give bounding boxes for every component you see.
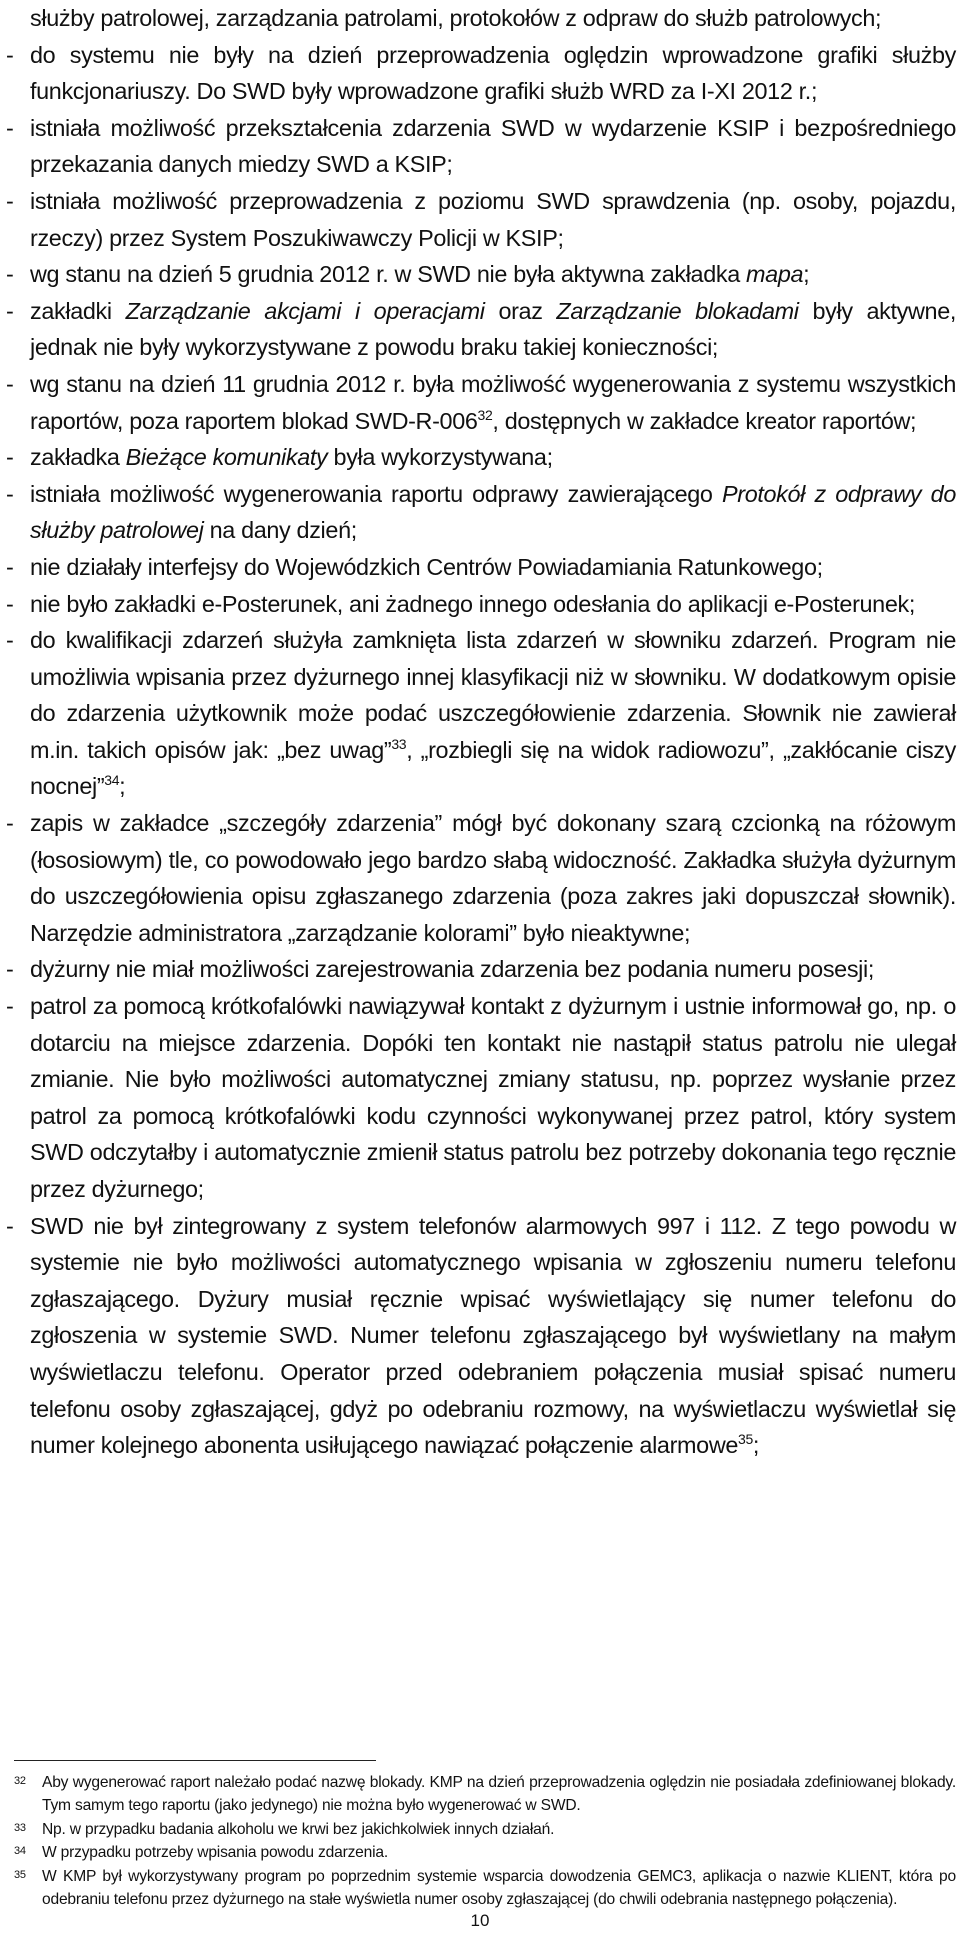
list-dash: -: [6, 553, 14, 580]
list-dash: -: [6, 41, 14, 68]
text-run: wg stanu na dzień 5 grudnia 2012 r. w SWD nie była aktywna zakładka: [30, 261, 747, 288]
list-item: [6, 476, 956, 549]
list-dash: -: [6, 1212, 14, 1239]
text-run: wg stanu na dzień 11 grudnia 2012 r. była możliwość wygenerowania z systemu wszystkich raportów, poza raportem blokad SWD-R-006: [30, 370, 956, 434]
list-item: [6, 366, 956, 439]
footnote-separator: [14, 1760, 376, 1761]
text-run: istniała możliwość wygenerowania raportu odprawy zawierającego: [30, 480, 723, 507]
text-run: na dany dzień;: [203, 517, 357, 544]
list-item: [6, 110, 956, 183]
footnote-number: 34: [14, 1845, 26, 1858]
list-item-text: nie było zakładki e-Posterunek, ani żadnego innego odesłania do aplikacji e-Posterunek;: [30, 590, 915, 617]
list-dash: -: [6, 993, 14, 1020]
footnote: [14, 1865, 956, 1912]
list-item-text: nie działały interfejsy do Wojewódzkich Centrów Powiadamiania Ratunkowego;: [30, 553, 823, 580]
text-run: ;: [803, 261, 810, 288]
list-item-text: istniała możliwość przeprowadzenia z poziomu SWD sprawdzenia (np. osoby, pojazdu, rzeczy) przez System Poszukiwawczy Policji w KSIP;: [30, 187, 956, 251]
footnote-text: Aby wygenerować raport należało podać nazwę blokady. KMP na dzień przeprowadzenia oględzin nie posiadała zdefiniowanej blokady. Tym samym tego raportu (jako jedynego) nie można było wygenerować w SWD.: [42, 1774, 956, 1815]
footnote-number: 33: [14, 1821, 26, 1834]
footnotes: [14, 1771, 956, 1911]
italic-term: mapa: [746, 261, 804, 288]
list-item: [6, 439, 956, 476]
list-item-text: dyżurny nie miał możliwości zarejestrowania zdarzenia bez podania numeru posesji;: [30, 956, 875, 983]
footnote-text: W przypadku potrzeby wpisania powodu zdarzenia.: [42, 1844, 388, 1862]
footnote-ref[interactable]: 33: [391, 735, 407, 752]
list-item-text: [30, 622, 956, 805]
italic-term: Bieżące komunikaty: [125, 444, 328, 471]
text-run: oraz: [484, 297, 557, 324]
list-dash: -: [6, 114, 14, 141]
text-run: zakładka: [30, 444, 126, 471]
italic-term: Zarządzanie blokadami: [556, 297, 799, 324]
footnote: [14, 1818, 956, 1841]
list-dash: -: [6, 810, 14, 837]
list-dash: -: [6, 370, 14, 397]
text-run: była wykorzystywana;: [327, 444, 553, 471]
list-item: [6, 586, 956, 623]
footnote: [14, 1841, 956, 1864]
body-text: [6, 0, 956, 1464]
list-item-text: [30, 366, 956, 439]
list-item-text: patrol za pomocą krótkofalówki nawiązywał kontakt z dyżurnym i ustnie informował go, np. o dotarciu na miejsce zdarzenia. Dopóki ten kontakt nie nastąpił status patrolu nie ulegał zmianie. Nie było możliwości automatycznej zmiany statusu, np. poprzez wysłanie przez patrol za pomocą krótkofalówki kodu czynności wykonywanej przez patrol, który system SWD odczytałby i automatycznie zmienił status patrolu bez potrzeby dokonania tego ręcznie przez dyżurnego;: [30, 993, 956, 1202]
list-dash: -: [6, 590, 14, 617]
text-run: były aktywne, jednak nie były wykorzystywane z powodu braku takiej konieczności;: [30, 297, 957, 361]
text-line: służby patrolowej, zarządzania patrolami, protokołów z odpraw do służb patrolowych;: [30, 5, 882, 31]
list-item-continuation: [6, 0, 956, 37]
text-run: ;: [119, 773, 126, 800]
footnote-ref[interactable]: 35: [738, 1431, 753, 1448]
list-item-text: [30, 476, 956, 549]
list-item-text: [30, 256, 956, 293]
text-run: zakładki: [30, 297, 126, 324]
list-item: [6, 37, 956, 110]
list-item: [6, 256, 956, 293]
text-run: ;: [752, 1432, 760, 1459]
text-run: do kwalifikacji zdarzeń służyła zamknięta lista zdarzeń w słowniku zdarzeń. Program nie umożliwia wpisania przez dyżurnego innej klasyfikacji niż w słowniku. W dodatkowym opisie do zdarzenia użytkownik może podać uszczegółowienie zdarzenia. Słownik nie zawierał m.in. takich opisów jak: „bez uwag”: [30, 627, 956, 763]
list-item-text: do systemu nie były na dzień przeprowadzenia oględzin wprowadzone grafiki służby funkcjonariuszy. Do SWD były wprowadzone grafiki służb WRD za I-XI 2012 r.;: [30, 41, 956, 105]
footnote-ref[interactable]: 34: [104, 772, 120, 789]
italic-term: Protokół z odprawy do służby patrolowej: [30, 480, 956, 544]
list-dash: -: [6, 956, 14, 983]
footnote-number: 35: [14, 1868, 26, 1881]
list-dash: -: [6, 444, 14, 471]
footnote-text: Np. w przypadku badania alkoholu we krwi bez jakichkolwiek innych działań.: [42, 1820, 555, 1838]
list-item-text: zapis w zakładce „szczegóły zdarzenia” mógł być dokonany szarą czcionką na różowym (łososiowym) tle, co powodowało jego bardzo słabą widoczność. Zakładka służyła dyżurnym do uszczegółowienia opisu zgłaszanego zdarzenia (poza zakres jaki dopuszczał słownik). Narzędzie administratora „zarządzanie kolorami” było nieaktywne;: [30, 810, 956, 946]
footnote: [14, 1771, 956, 1818]
footnote-number: 32: [14, 1775, 26, 1787]
text-run: SWD nie był zintegrowany z system telefonów alarmowych 997 i 112. Z tego powodu w systemie nie było możliwości automatycznego wpisania w zgłoszeniu numeru telefonu zgłaszającego. Dyżury musiał ręcznie wpisać wyświetlający się numer telefonu do zgłoszenia w systemie SWD. Numer telefonu zgłaszającego był wyświetlany na małym wyświetlaczu telefonu. Operator przed odebraniem połączenia musiał spisać numeru telefonu osoby zgłaszającej, gdyż po odebraniu rozmowy, na wyświetlaczu wyświetlał się numer kolejnego abonenta usiłującego nawiązać połączenie alarmowe: [30, 1212, 956, 1459]
list-item: [6, 951, 956, 988]
list-item-text: istniała możliwość przekształcenia zdarzenia SWD w wydarzenie KSIP i bezpośredniego przekazania danych miedzy SWD a KSIP;: [30, 114, 956, 178]
list-item: [6, 293, 956, 366]
list-dash: -: [6, 187, 14, 214]
list-dash: -: [6, 627, 14, 654]
list-item: [6, 549, 956, 586]
footnote-ref[interactable]: 32: [477, 406, 493, 423]
list-item: [6, 988, 956, 1208]
list-item-text: [30, 439, 956, 476]
list-dash: -: [6, 480, 14, 507]
list-item-text: [30, 293, 956, 366]
text-run: , dostępnych w zakładce kreator raportów;: [492, 407, 917, 434]
page-number: 10: [470, 1911, 490, 1930]
text-run: , „rozbiegli się na widok radiowozu”, „zakłócanie ciszy nocnej”: [30, 736, 956, 800]
italic-term: Zarządzanie akcjami i operacjami: [125, 297, 485, 324]
list-item: [6, 622, 956, 805]
list-item-text: [30, 1208, 956, 1464]
list-dash: -: [6, 261, 14, 288]
list-dash: -: [6, 297, 14, 324]
list-item: [6, 805, 956, 951]
list-item: [6, 183, 956, 256]
footnote-text: W KMP był wykorzystywany program po poprzednim systemie wsparcia dowodzenia GEMC3, aplikacja o nazwie KLIENT, która po odebraniu telefonu przez dyżurnego na stałe wyświetla numer osoby zgłaszającej (do chwili odebrania następnego połączenia).: [42, 1867, 956, 1909]
list-item: [6, 1208, 956, 1464]
